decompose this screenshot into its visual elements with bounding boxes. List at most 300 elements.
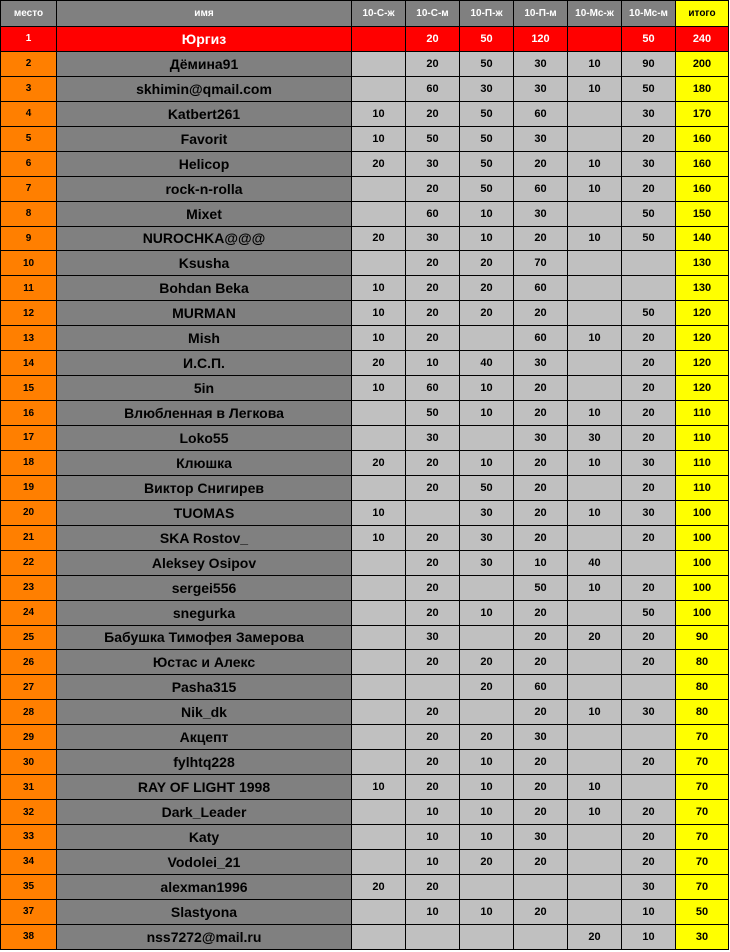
row-score xyxy=(352,475,406,500)
row-score: 20 xyxy=(568,924,622,949)
row-name: skhimin@qmail.com xyxy=(57,76,352,101)
row-score: 120 xyxy=(514,27,568,52)
row-score xyxy=(352,51,406,76)
row-score: 20 xyxy=(352,874,406,899)
row-place: 10 xyxy=(1,251,57,276)
row-score xyxy=(352,550,406,575)
row-score: 10 xyxy=(568,775,622,800)
row-score: 50 xyxy=(622,27,676,52)
row-name: Bohdan Beka xyxy=(57,276,352,301)
header-10-p-m: 10-П-м xyxy=(514,1,568,27)
row-score: 30 xyxy=(406,426,460,451)
header-10-s-m: 10-С-м xyxy=(406,1,460,27)
row-total: 70 xyxy=(676,874,729,899)
row-score: 60 xyxy=(514,176,568,201)
row-score: 50 xyxy=(622,201,676,226)
row-score: 30 xyxy=(460,525,514,550)
row-score: 20 xyxy=(460,251,514,276)
row-place: 2 xyxy=(1,51,57,76)
row-score: 30 xyxy=(514,426,568,451)
table-row xyxy=(1,750,729,775)
row-score: 10 xyxy=(460,600,514,625)
row-score: 30 xyxy=(514,76,568,101)
row-score: 20 xyxy=(622,625,676,650)
row-total: 240 xyxy=(676,27,729,52)
row-score: 30 xyxy=(514,201,568,226)
row-score: 30 xyxy=(514,351,568,376)
row-score: 30 xyxy=(514,51,568,76)
row-score: 10 xyxy=(460,800,514,825)
row-score: 20 xyxy=(460,675,514,700)
row-score: 10 xyxy=(622,924,676,949)
row-score xyxy=(460,575,514,600)
row-score: 10 xyxy=(352,101,406,126)
row-name: Юстас и Алекс xyxy=(57,650,352,675)
row-total: 30 xyxy=(676,924,729,949)
row-score xyxy=(622,276,676,301)
row-name: Mixet xyxy=(57,201,352,226)
row-total: 180 xyxy=(676,76,729,101)
row-score: 10 xyxy=(460,899,514,924)
row-place: 12 xyxy=(1,301,57,326)
row-total: 100 xyxy=(676,600,729,625)
table-row xyxy=(1,475,729,500)
row-score xyxy=(406,675,460,700)
row-score: 50 xyxy=(622,226,676,251)
row-score: 20 xyxy=(514,226,568,251)
row-score: 50 xyxy=(622,76,676,101)
row-score xyxy=(352,600,406,625)
row-score: 10 xyxy=(406,899,460,924)
row-score: 20 xyxy=(406,775,460,800)
row-total: 120 xyxy=(676,376,729,401)
header-10-s-zh: 10-С-ж xyxy=(352,1,406,27)
row-score xyxy=(568,351,622,376)
row-total: 160 xyxy=(676,151,729,176)
header-10-ms-zh: 10-Мс-ж xyxy=(568,1,622,27)
row-score: 90 xyxy=(622,51,676,76)
row-score: 10 xyxy=(352,301,406,326)
row-place: 29 xyxy=(1,725,57,750)
row-score: 10 xyxy=(352,376,406,401)
row-total: 150 xyxy=(676,201,729,226)
row-score: 20 xyxy=(406,725,460,750)
row-name: TUOMAS xyxy=(57,500,352,525)
row-score: 50 xyxy=(406,401,460,426)
row-score: 20 xyxy=(406,575,460,600)
row-score: 20 xyxy=(352,450,406,475)
table-row xyxy=(1,401,729,426)
row-name: Nik_dk xyxy=(57,700,352,725)
row-place: 27 xyxy=(1,675,57,700)
row-score: 20 xyxy=(406,650,460,675)
row-score: 20 xyxy=(622,575,676,600)
row-name: Влюбленная в Легкова xyxy=(57,401,352,426)
row-total: 200 xyxy=(676,51,729,76)
row-score: 20 xyxy=(514,600,568,625)
table-row xyxy=(1,450,729,475)
row-score: 10 xyxy=(460,376,514,401)
row-score xyxy=(568,276,622,301)
header-row xyxy=(1,1,729,27)
row-score xyxy=(352,675,406,700)
row-score xyxy=(352,76,406,101)
table-row xyxy=(1,126,729,151)
row-score xyxy=(622,775,676,800)
row-score xyxy=(460,924,514,949)
header-10-p-zh: 10-П-ж xyxy=(460,1,514,27)
table-row xyxy=(1,575,729,600)
row-name: Дёмина91 xyxy=(57,51,352,76)
row-score xyxy=(352,849,406,874)
row-place: 33 xyxy=(1,825,57,850)
row-place: 5 xyxy=(1,126,57,151)
row-score: 10 xyxy=(568,151,622,176)
row-name: fylhtq228 xyxy=(57,750,352,775)
row-score: 50 xyxy=(460,176,514,201)
row-score: 10 xyxy=(406,351,460,376)
row-name: Виктор Снигирев xyxy=(57,475,352,500)
row-score xyxy=(460,874,514,899)
row-name: Клюшка xyxy=(57,450,352,475)
table-row xyxy=(1,500,729,525)
row-score: 20 xyxy=(514,775,568,800)
row-total: 110 xyxy=(676,401,729,426)
row-score xyxy=(460,700,514,725)
table-row xyxy=(1,899,729,924)
table-row xyxy=(1,27,729,52)
row-score: 10 xyxy=(352,126,406,151)
row-name: nss7272@mail.ru xyxy=(57,924,352,949)
row-score xyxy=(568,126,622,151)
row-score: 20 xyxy=(514,376,568,401)
row-score: 10 xyxy=(460,450,514,475)
header-10-ms-m: 10-Мс-м xyxy=(622,1,676,27)
table-row xyxy=(1,625,729,650)
row-score: 20 xyxy=(406,475,460,500)
row-place: 6 xyxy=(1,151,57,176)
table-row xyxy=(1,151,729,176)
row-place: 15 xyxy=(1,376,57,401)
table-row xyxy=(1,675,729,700)
row-score: 60 xyxy=(406,76,460,101)
row-score xyxy=(568,849,622,874)
row-score: 30 xyxy=(568,426,622,451)
row-score: 20 xyxy=(622,351,676,376)
table-row xyxy=(1,550,729,575)
row-score: 20 xyxy=(406,525,460,550)
row-name: Бабушка Тимофея Замерова xyxy=(57,625,352,650)
row-score: 20 xyxy=(514,750,568,775)
row-score: 10 xyxy=(568,575,622,600)
row-place: 26 xyxy=(1,650,57,675)
row-score: 20 xyxy=(352,151,406,176)
row-place: 28 xyxy=(1,700,57,725)
row-score: 20 xyxy=(514,625,568,650)
row-score xyxy=(352,27,406,52)
table-row xyxy=(1,924,729,949)
row-score xyxy=(568,376,622,401)
row-total: 70 xyxy=(676,849,729,874)
row-score: 10 xyxy=(568,401,622,426)
row-score: 10 xyxy=(568,76,622,101)
row-score xyxy=(568,600,622,625)
row-name: Pasha315 xyxy=(57,675,352,700)
row-score: 20 xyxy=(514,849,568,874)
row-score xyxy=(622,675,676,700)
row-total: 120 xyxy=(676,326,729,351)
row-name: Loko55 xyxy=(57,426,352,451)
row-score xyxy=(352,176,406,201)
row-score: 10 xyxy=(568,51,622,76)
row-place: 31 xyxy=(1,775,57,800)
row-place: 1 xyxy=(1,27,57,52)
row-name: И.С.П. xyxy=(57,351,352,376)
row-score xyxy=(352,625,406,650)
row-score: 50 xyxy=(460,27,514,52)
row-score xyxy=(460,625,514,650)
row-score: 60 xyxy=(406,201,460,226)
row-name: alexman1996 xyxy=(57,874,352,899)
row-name: RAY OF LIGHT 1998 xyxy=(57,775,352,800)
row-score: 20 xyxy=(406,27,460,52)
row-score xyxy=(568,101,622,126)
row-place: 8 xyxy=(1,201,57,226)
row-score xyxy=(568,874,622,899)
row-place: 35 xyxy=(1,874,57,899)
row-name: Акцепт xyxy=(57,725,352,750)
row-score: 50 xyxy=(514,575,568,600)
row-score xyxy=(352,251,406,276)
row-place: 37 xyxy=(1,899,57,924)
row-score: 20 xyxy=(622,825,676,850)
row-score xyxy=(352,899,406,924)
row-score xyxy=(568,750,622,775)
row-score: 10 xyxy=(622,899,676,924)
row-place: 16 xyxy=(1,401,57,426)
row-name: NUROCHKA@@@ xyxy=(57,226,352,251)
row-name: Helicop xyxy=(57,151,352,176)
row-score: 10 xyxy=(568,700,622,725)
row-score xyxy=(352,700,406,725)
row-score: 20 xyxy=(460,650,514,675)
row-score: 10 xyxy=(460,201,514,226)
row-score: 10 xyxy=(514,550,568,575)
row-score xyxy=(352,201,406,226)
row-score: 50 xyxy=(460,101,514,126)
row-score: 20 xyxy=(406,700,460,725)
row-score: 20 xyxy=(406,176,460,201)
row-total: 70 xyxy=(676,725,729,750)
row-score: 30 xyxy=(622,700,676,725)
table-row xyxy=(1,201,729,226)
row-score xyxy=(352,575,406,600)
row-score: 60 xyxy=(514,276,568,301)
row-score xyxy=(406,924,460,949)
row-score: 20 xyxy=(622,800,676,825)
row-place: 14 xyxy=(1,351,57,376)
row-name: Favorit xyxy=(57,126,352,151)
row-total: 70 xyxy=(676,775,729,800)
table-row xyxy=(1,351,729,376)
row-score: 30 xyxy=(514,126,568,151)
table-row xyxy=(1,76,729,101)
row-name: SKA Rostov_ xyxy=(57,525,352,550)
row-name: Юргиз xyxy=(57,27,352,52)
row-score xyxy=(514,924,568,949)
row-score: 20 xyxy=(622,475,676,500)
row-score: 30 xyxy=(406,151,460,176)
row-score: 30 xyxy=(622,450,676,475)
row-score xyxy=(352,725,406,750)
row-score: 20 xyxy=(406,51,460,76)
row-score: 20 xyxy=(406,251,460,276)
row-score: 20 xyxy=(622,176,676,201)
row-name: Vodolei_21 xyxy=(57,849,352,874)
table-row xyxy=(1,101,729,126)
header-total: итого xyxy=(676,1,729,27)
row-score xyxy=(568,201,622,226)
row-score: 10 xyxy=(568,500,622,525)
table-row xyxy=(1,725,729,750)
row-score: 20 xyxy=(460,725,514,750)
row-score: 20 xyxy=(406,276,460,301)
row-place: 20 xyxy=(1,500,57,525)
row-score: 20 xyxy=(406,600,460,625)
row-name: sergei556 xyxy=(57,575,352,600)
row-score: 30 xyxy=(460,76,514,101)
row-name: MURMAN xyxy=(57,301,352,326)
table-row xyxy=(1,650,729,675)
row-score xyxy=(568,675,622,700)
row-score: 20 xyxy=(352,351,406,376)
row-score: 20 xyxy=(622,126,676,151)
row-total: 70 xyxy=(676,750,729,775)
row-place: 7 xyxy=(1,176,57,201)
row-score: 10 xyxy=(352,276,406,301)
row-score: 30 xyxy=(622,151,676,176)
row-score: 20 xyxy=(406,550,460,575)
row-score: 30 xyxy=(460,500,514,525)
row-score: 10 xyxy=(406,800,460,825)
row-score: 30 xyxy=(622,874,676,899)
row-place: 3 xyxy=(1,76,57,101)
row-total: 110 xyxy=(676,475,729,500)
row-score: 20 xyxy=(622,376,676,401)
row-score: 20 xyxy=(514,450,568,475)
row-place: 11 xyxy=(1,276,57,301)
row-score: 20 xyxy=(568,625,622,650)
row-score: 10 xyxy=(568,326,622,351)
row-total: 130 xyxy=(676,251,729,276)
table-row xyxy=(1,825,729,850)
row-score: 50 xyxy=(406,126,460,151)
row-score: 10 xyxy=(568,450,622,475)
row-score xyxy=(622,251,676,276)
row-total: 80 xyxy=(676,700,729,725)
row-name: Ksusha xyxy=(57,251,352,276)
row-total: 120 xyxy=(676,351,729,376)
row-score xyxy=(568,899,622,924)
table-row xyxy=(1,525,729,550)
table-row xyxy=(1,251,729,276)
row-score: 20 xyxy=(514,525,568,550)
row-score: 30 xyxy=(514,825,568,850)
row-score xyxy=(568,251,622,276)
row-score: 40 xyxy=(568,550,622,575)
row-place: 18 xyxy=(1,450,57,475)
row-score: 10 xyxy=(352,525,406,550)
row-score: 10 xyxy=(352,326,406,351)
row-score: 20 xyxy=(406,301,460,326)
table-row xyxy=(1,326,729,351)
row-place: 19 xyxy=(1,475,57,500)
header-place: место xyxy=(1,1,57,27)
row-total: 100 xyxy=(676,550,729,575)
row-score: 20 xyxy=(622,401,676,426)
row-name: rock-n-rolla xyxy=(57,176,352,201)
row-score: 20 xyxy=(406,326,460,351)
row-total: 140 xyxy=(676,226,729,251)
row-score xyxy=(460,426,514,451)
row-score: 20 xyxy=(514,700,568,725)
row-score xyxy=(568,525,622,550)
row-place: 22 xyxy=(1,550,57,575)
row-score xyxy=(352,750,406,775)
row-score: 20 xyxy=(514,475,568,500)
row-score: 10 xyxy=(568,176,622,201)
table-body xyxy=(1,27,729,950)
row-score: 20 xyxy=(622,750,676,775)
row-score xyxy=(568,825,622,850)
row-total: 90 xyxy=(676,625,729,650)
row-score xyxy=(352,401,406,426)
row-total: 80 xyxy=(676,675,729,700)
row-score: 30 xyxy=(406,226,460,251)
row-place: 34 xyxy=(1,849,57,874)
row-score: 20 xyxy=(514,899,568,924)
row-place: 21 xyxy=(1,525,57,550)
row-name: Dark_Leader xyxy=(57,800,352,825)
row-score: 60 xyxy=(406,376,460,401)
row-place: 23 xyxy=(1,575,57,600)
row-score: 20 xyxy=(514,500,568,525)
row-score xyxy=(568,27,622,52)
header-name: имя xyxy=(57,1,352,27)
row-score: 50 xyxy=(622,301,676,326)
row-total: 110 xyxy=(676,426,729,451)
table-row xyxy=(1,700,729,725)
table-row xyxy=(1,600,729,625)
row-score: 10 xyxy=(406,825,460,850)
table-row xyxy=(1,301,729,326)
row-score: 30 xyxy=(460,550,514,575)
row-score: 10 xyxy=(460,825,514,850)
row-score xyxy=(622,550,676,575)
table-row xyxy=(1,226,729,251)
row-name: snegurka xyxy=(57,600,352,625)
table-row xyxy=(1,874,729,899)
row-total: 120 xyxy=(676,301,729,326)
row-total: 160 xyxy=(676,176,729,201)
row-total: 110 xyxy=(676,450,729,475)
row-score: 30 xyxy=(622,101,676,126)
table-row xyxy=(1,51,729,76)
row-name: Mish xyxy=(57,326,352,351)
row-score xyxy=(352,825,406,850)
row-score: 20 xyxy=(514,650,568,675)
row-score xyxy=(352,650,406,675)
